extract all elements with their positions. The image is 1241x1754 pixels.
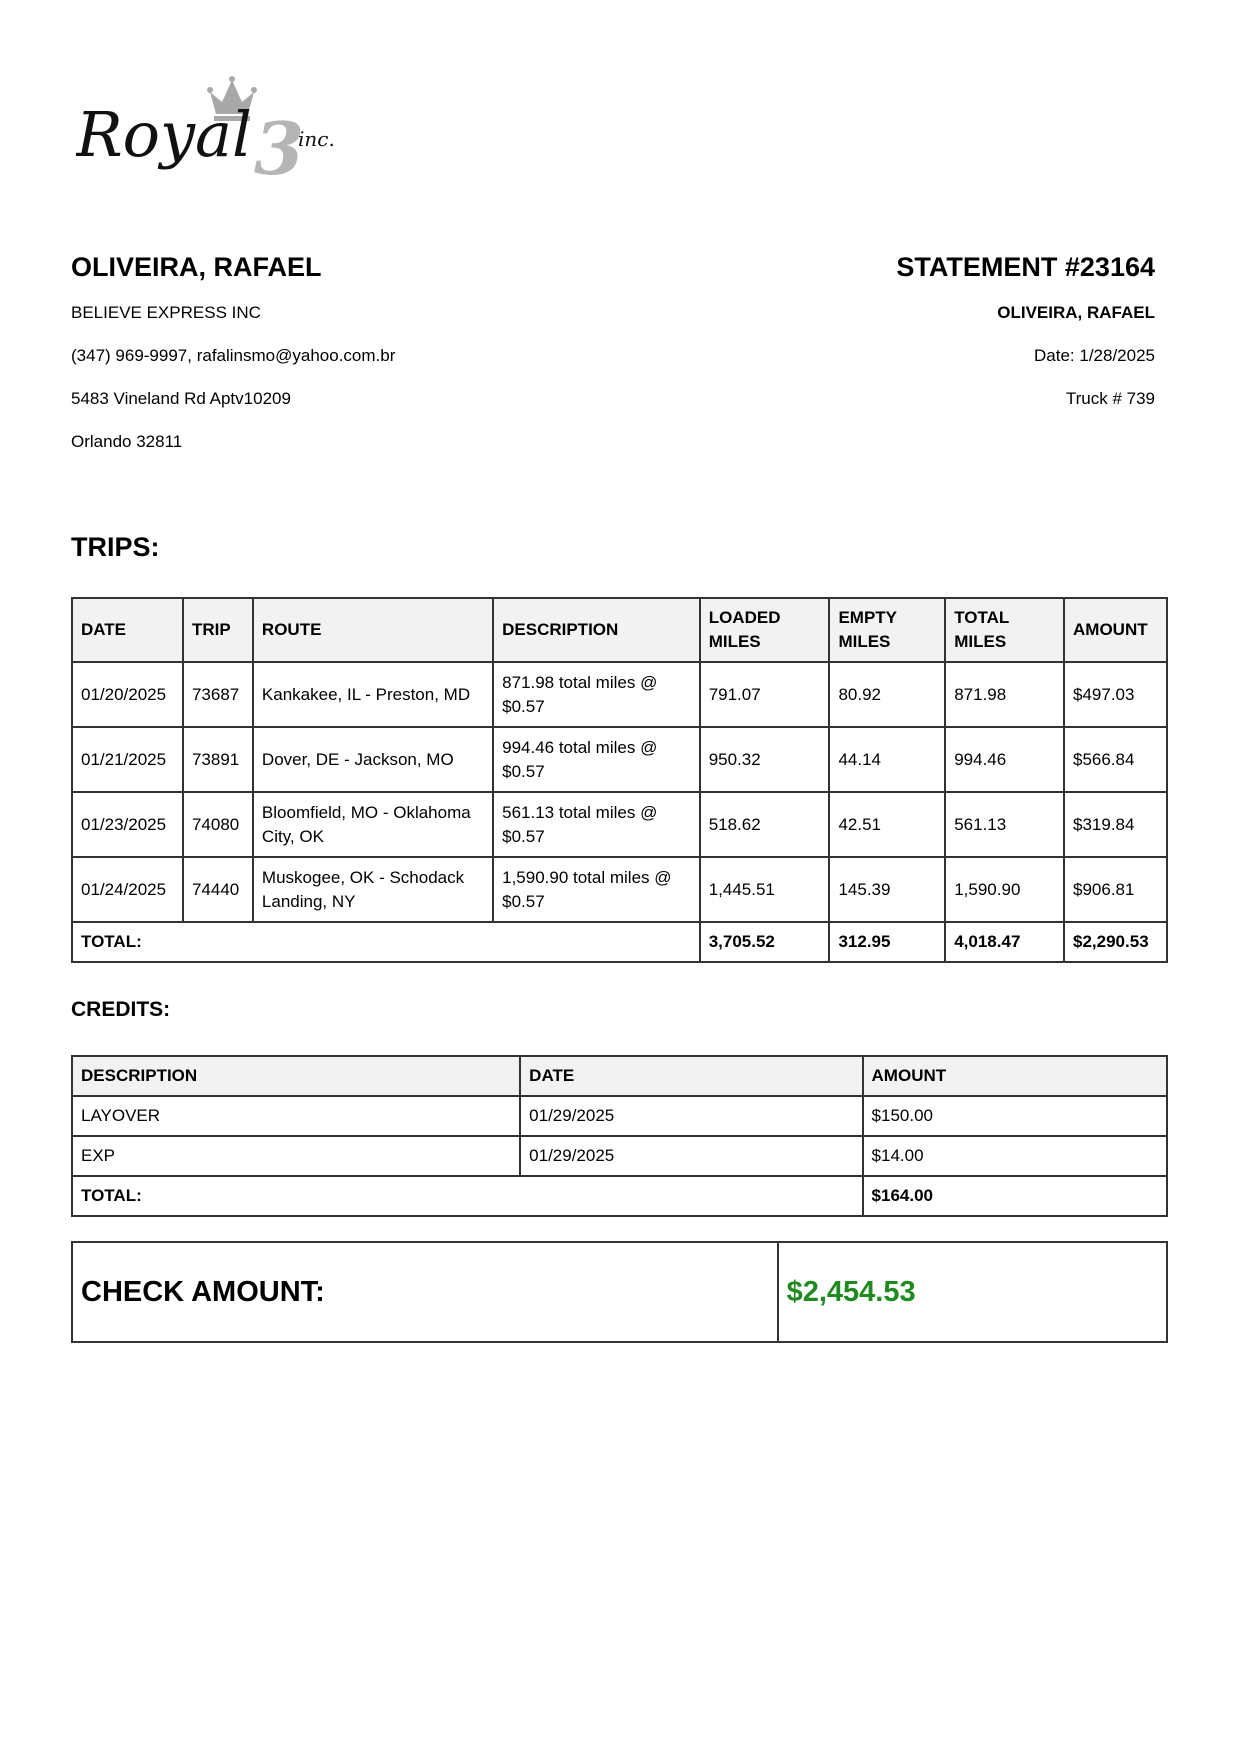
cell-description: 871.98 total miles @ $0.57 [493,662,700,727]
table-row [72,662,1167,727]
col-description: DESCRIPTION [493,598,700,662]
col-amount: AMOUNT [1064,598,1167,662]
cell-route: Bloomfield, MO - Oklahoma City, OK [253,792,493,857]
statement-name: OLIVEIRA, RAFAEL [997,303,1155,322]
col-date: DATE [72,598,183,662]
credits-total-row [72,1176,1167,1216]
driver-address-line1: 5483 Vineland Rd Aptv10209 [71,389,291,408]
trips-heading: TRIPS: [71,532,160,562]
cell-trip: 73687 [183,662,253,727]
statement-title: STATEMENT #23164 [896,252,1155,282]
check-amount-label: CHECK AMOUNT: [72,1242,778,1342]
table-row [72,1096,1167,1136]
col-loaded-miles: LOADED MILES [700,598,830,662]
table-row [72,1136,1167,1176]
cell-total-miles: 871.98 [945,662,1064,727]
col-trip: TRIP [183,598,253,662]
credits-total-amount: $164.00 [863,1176,1167,1216]
cell-credit-date: 01/29/2025 [520,1136,862,1176]
cell-amount: $497.03 [1064,662,1167,727]
check-amount-value: $2,454.53 [778,1242,1167,1342]
trips-total-loaded: 3,705.52 [700,922,830,962]
statement-date: Date: 1/28/2025 [1034,346,1155,365]
trips-total-amount: $2,290.53 [1064,922,1167,962]
check-row [72,1242,1167,1342]
cell-credit-description: EXP [72,1136,520,1176]
cell-amount: $906.81 [1064,857,1167,922]
cell-route: Muskogee, OK - Schodack Landing, NY [253,857,493,922]
cell-date: 01/20/2025 [72,662,183,727]
cell-amount: $566.84 [1064,727,1167,792]
driver-info [71,250,631,474]
table-row [72,792,1167,857]
cell-credit-date: 01/29/2025 [520,1096,862,1136]
cell-credit-amount: $14.00 [863,1136,1167,1176]
cell-trip: 74440 [183,857,253,922]
cell-trip: 74080 [183,792,253,857]
logo-suffix: inc. [298,127,335,151]
trips-total-miles: 4,018.47 [945,922,1064,962]
trips-total-empty: 312.95 [829,922,945,962]
cell-route: Dover, DE - Jackson, MO [253,727,493,792]
driver-contact: (347) 969-9997, rafalinsmo@yahoo.com.br [71,346,396,365]
cell-total-miles: 994.46 [945,727,1064,792]
col-total-miles: TOTAL MILES [945,598,1064,662]
cell-date: 01/24/2025 [72,857,183,922]
credits-total-label: TOTAL: [72,1176,863,1216]
cell-credit-description: LAYOVER [72,1096,520,1136]
trips-total-row [72,922,1167,962]
driver-name: OLIVEIRA, RAFAEL [71,252,322,282]
check-amount-box [71,1241,1168,1343]
credits-heading: CREDITS: [71,998,171,1021]
statement-info [595,250,1155,431]
cell-loaded-miles: 950.32 [700,727,830,792]
table-row [72,727,1167,792]
cell-loaded-miles: 791.07 [700,662,830,727]
cell-description: 561.13 total miles @ $0.57 [493,792,700,857]
cell-route: Kankakee, IL - Preston, MD [253,662,493,727]
cell-trip: 73891 [183,727,253,792]
col-empty-miles: EMPTY MILES [829,598,945,662]
cell-empty-miles: 145.39 [829,857,945,922]
cell-empty-miles: 42.51 [829,792,945,857]
table-row [72,857,1167,922]
cell-empty-miles: 80.92 [829,662,945,727]
cell-loaded-miles: 1,445.51 [700,857,830,922]
cell-description: 1,590.90 total miles @ $0.57 [493,857,700,922]
cell-date: 01/23/2025 [72,792,183,857]
statement-truck: Truck # 739 [1065,389,1155,408]
trips-header-row [72,598,1167,662]
driver-company: BELIEVE EXPRESS INC [71,303,261,322]
cell-loaded-miles: 518.62 [700,792,830,857]
credits-table [71,1055,1168,1217]
cell-credit-amount: $150.00 [863,1096,1167,1136]
driver-address-line2: Orlando 32811 [71,432,183,451]
col-credit-date: DATE [520,1056,862,1096]
logo-numeral: 3 [254,106,305,191]
credits-header-row [72,1056,1167,1096]
col-route: ROUTE [253,598,493,662]
cell-date: 01/21/2025 [72,727,183,792]
trips-total-label: TOTAL: [72,922,700,962]
col-credit-amount: AMOUNT [863,1056,1167,1096]
cell-amount: $319.84 [1064,792,1167,857]
cell-total-miles: 561.13 [945,792,1064,857]
col-credit-description: DESCRIPTION [72,1056,520,1096]
cell-description: 994.46 total miles @ $0.57 [493,727,700,792]
trips-table [71,597,1168,963]
logo-wordmark: Royal [76,98,252,171]
company-logo [76,76,376,192]
cell-total-miles: 1,590.90 [945,857,1064,922]
cell-empty-miles: 44.14 [829,727,945,792]
